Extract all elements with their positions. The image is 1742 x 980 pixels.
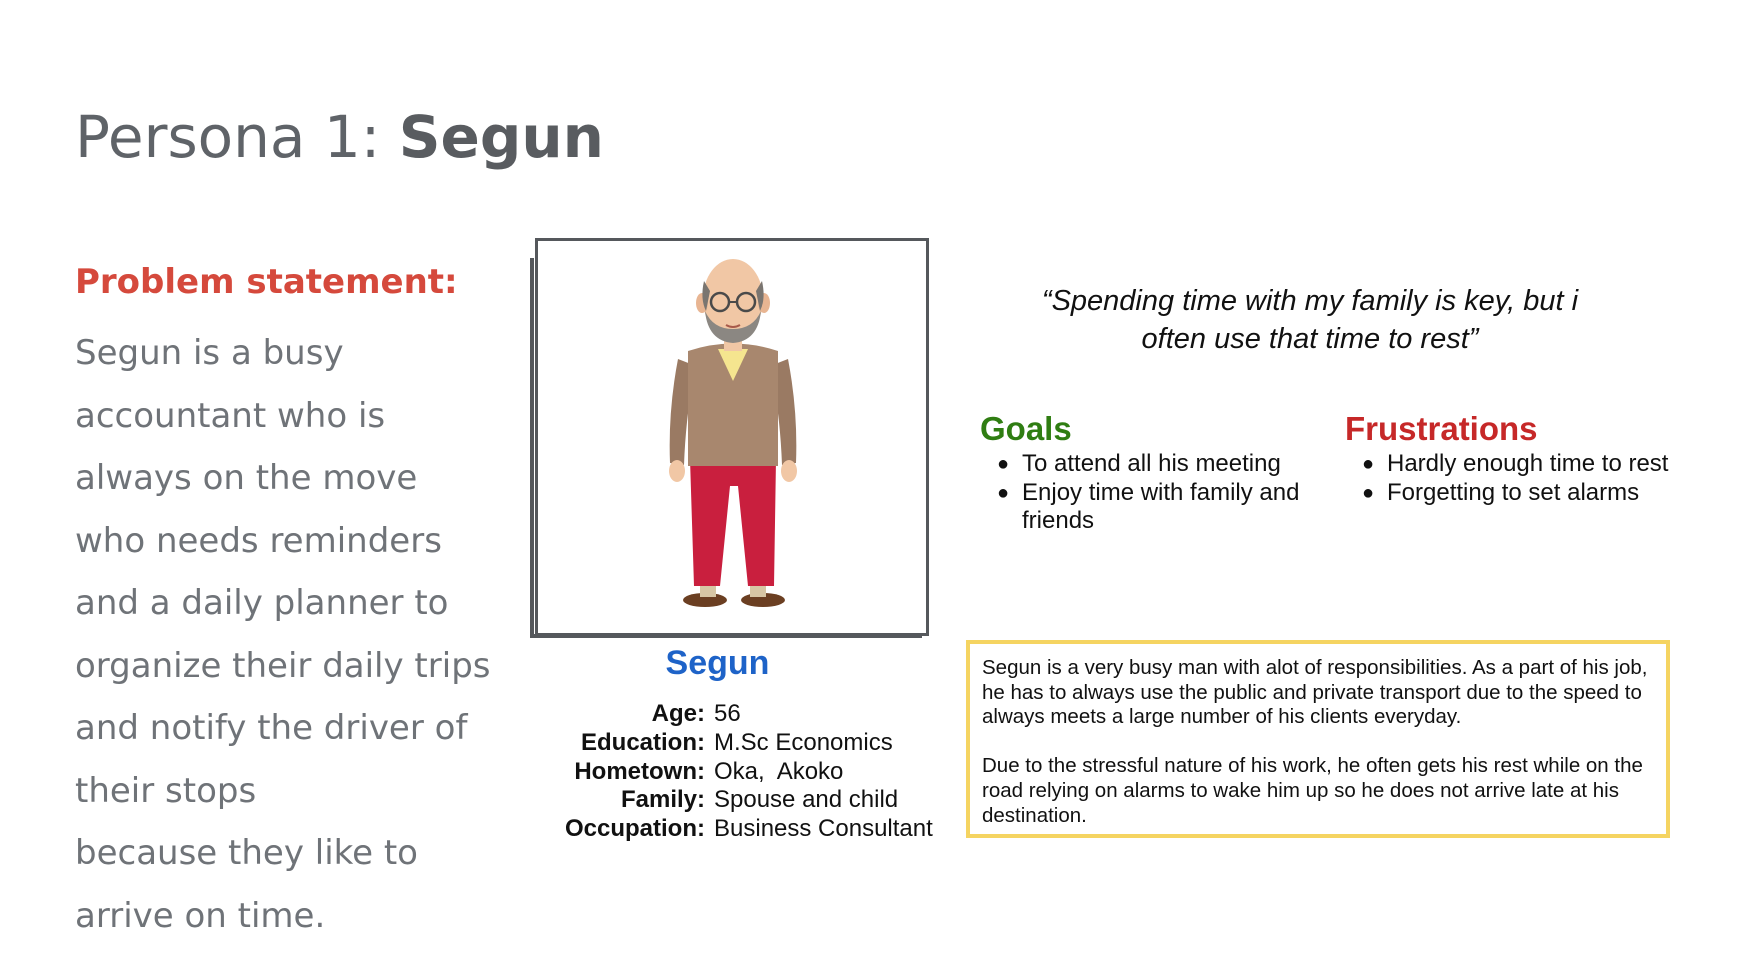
problem-line: organize their daily trips xyxy=(75,645,491,686)
frustration-item: ● Hardly enough time to rest xyxy=(1345,450,1675,479)
goals-list xyxy=(980,450,1300,536)
detail-value: Spouse and child xyxy=(714,786,899,814)
goals-heading: Goals xyxy=(980,410,1072,447)
persona-illustration xyxy=(538,241,926,633)
goal-item: ● To attend all his meeting xyxy=(980,450,1300,479)
title-name: Segun xyxy=(398,103,604,171)
detail-value: Business Consultant xyxy=(714,815,933,843)
frustrations-heading: Frustrations xyxy=(1345,410,1538,447)
page-title xyxy=(75,103,604,171)
problem-line: always on the move xyxy=(75,458,418,498)
problem-statement-text xyxy=(75,322,491,947)
goal-item: ● Enjoy time with family and friends xyxy=(980,479,1300,536)
quote-line: often use that time to rest” xyxy=(1141,323,1479,355)
problem-line: because they like to xyxy=(75,833,418,873)
problem-line: and notify the driver of xyxy=(75,708,468,748)
detail-label: Occupation: xyxy=(564,815,705,843)
problem-line: and a daily planner to xyxy=(75,583,449,623)
detail-row-family xyxy=(540,786,933,815)
detail-row-hometown xyxy=(540,758,933,787)
problem-line: their stops xyxy=(75,770,257,811)
persona-details xyxy=(540,700,933,844)
detail-row-education xyxy=(540,729,933,758)
detail-label: Family: xyxy=(620,786,705,814)
detail-row-occupation xyxy=(540,815,933,844)
bio-paragraph: Segun is a very busy man with alot of responsibilities. As a part of his job, he has to always use the public and private transport due to the speed to always meets a large number of his clients everyday. xyxy=(982,656,1648,729)
detail-label: Education: xyxy=(581,728,705,756)
frustration-item: ● Forgetting to set alarms xyxy=(1345,479,1675,508)
problem-line: Segun is a busy xyxy=(75,333,344,373)
title-prefix: Persona 1: xyxy=(75,103,399,171)
problem-line: accountant who is xyxy=(75,395,386,436)
persona-bio-box xyxy=(966,640,1670,838)
detail-value: 56 xyxy=(714,700,741,727)
problem-statement-heading: Problem statement: xyxy=(75,262,458,302)
frustrations-list xyxy=(1345,450,1675,507)
problem-line: arrive on time. xyxy=(75,895,326,936)
problem-line: who needs reminders xyxy=(75,520,442,561)
detail-value: Oka, Akoko xyxy=(714,757,844,785)
detail-label: Age: xyxy=(651,700,705,727)
persona-name: Segun xyxy=(665,644,770,682)
quote-line: “Spending time with my family is key, but i xyxy=(1041,285,1579,317)
bio-paragraph: Due to the stressful nature of his work, he often gets his rest while on the road relying on alarms to wake him up so he does not arrive late at his destination. xyxy=(982,754,1643,827)
detail-label: Hometown: xyxy=(574,757,705,785)
persona-quote xyxy=(990,282,1630,358)
detail-row-age xyxy=(540,700,933,729)
detail-value: M.Sc Economics xyxy=(714,728,893,756)
persona-photo-frame xyxy=(535,238,929,636)
